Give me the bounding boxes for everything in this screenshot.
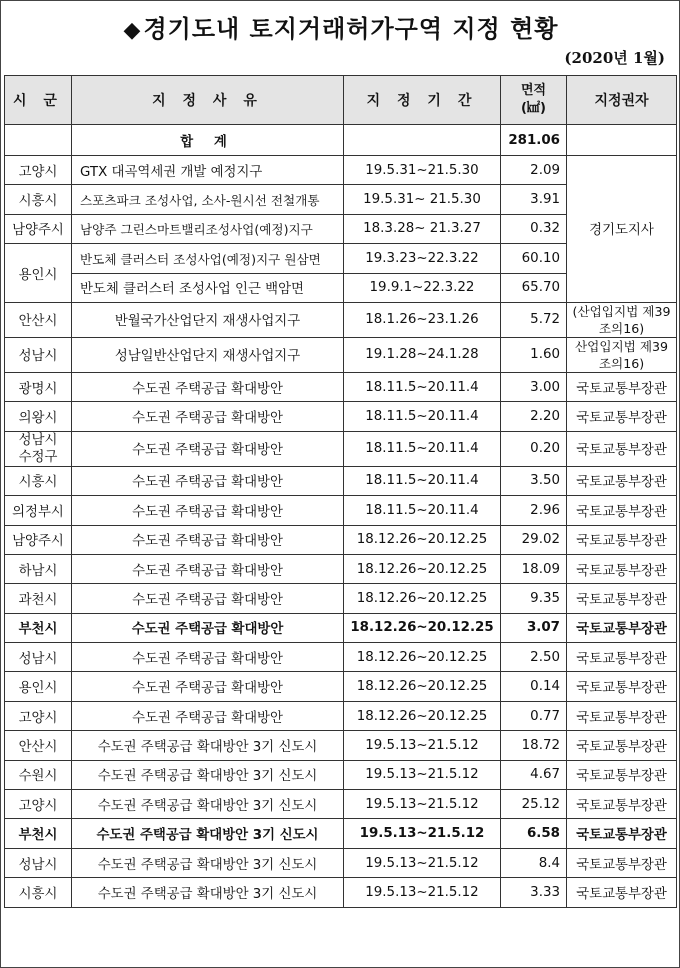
- table-row: [5, 731, 677, 760]
- cell-sigun: 하남시: [5, 554, 72, 583]
- cell-sigun: 의정부시: [5, 496, 72, 525]
- total-label: 합 계: [72, 125, 344, 156]
- header-sigun: 시 군: [5, 76, 72, 125]
- table-row: [5, 790, 677, 819]
- cell-period: 18.12.26~20.12.25: [344, 554, 501, 583]
- cell-sigun: 안산시: [5, 731, 72, 760]
- cell-sigun: 안산시: [5, 302, 72, 337]
- table-header-row: [5, 76, 677, 125]
- cell-reason: 수도권 주택공급 확대방안: [72, 496, 344, 525]
- cell-sigun: 광명시: [5, 372, 72, 401]
- cell-sigun: 시흥시: [5, 466, 72, 495]
- cell-period: 19.5.13~21.5.12: [344, 878, 501, 907]
- header-area: 면적 (㎢): [501, 76, 567, 125]
- cell-period: 19.5.31~21.5.30: [344, 156, 501, 185]
- cell-authority: 국토교통부장관: [567, 466, 677, 495]
- table-body: [5, 125, 677, 908]
- cell-reason: 반도체 클러스터 조성사업(예정)지구 원삼면: [72, 244, 344, 273]
- cell-area: 25.12: [501, 790, 567, 819]
- cell-period: 19.5.31~ 21.5.30: [344, 185, 501, 214]
- cell-reason: 수도권 주택공급 확대방안: [72, 431, 344, 466]
- cell-area: 65.70: [501, 273, 567, 302]
- cell-reason: 수도권 주택공급 확대방안: [72, 584, 344, 613]
- cell-period: 18.11.5~20.11.4: [344, 431, 501, 466]
- table-row: [5, 554, 677, 583]
- document-subtitle: (2020년 1월): [564, 49, 665, 67]
- table-row: [5, 372, 677, 401]
- cell-authority: 산업입지법 제39조의16): [567, 337, 677, 372]
- cell-authority: 국토교통부장관: [567, 672, 677, 701]
- table-row: [5, 672, 677, 701]
- cell-reason: 수도권 주택공급 확대방안: [72, 701, 344, 730]
- cell-period: 18.12.26~20.12.25: [344, 672, 501, 701]
- cell-reason: 반월국가산업단지 재생사업지구: [72, 302, 344, 337]
- cell-reason: 남양주 그린스마트밸리조성사업(예정)지구: [72, 214, 344, 243]
- cell-authority: 국토교통부장관: [567, 790, 677, 819]
- cell-reason: 스포츠파크 조성사업, 소사-원시선 전철개통: [72, 185, 344, 214]
- cell-period: 18.3.28~ 21.3.27: [344, 214, 501, 243]
- table-row: [5, 878, 677, 907]
- cell-area: 29.02: [501, 525, 567, 554]
- cell-reason: 수도권 주택공급 확대방안: [72, 613, 344, 642]
- cell-reason: 수도권 주택공급 확대방안: [72, 554, 344, 583]
- cell-period: 19.1.28~24.1.28: [344, 337, 501, 372]
- cell-reason: 수도권 주택공급 확대방안 3기 신도시: [72, 878, 344, 907]
- cell-sigun: 고양시: [5, 701, 72, 730]
- cell-sigun: 고양시: [5, 790, 72, 819]
- cell-authority: (산업입지법 제39조의16): [567, 302, 677, 337]
- total-row: [5, 125, 677, 156]
- cell-sigun: 성남시: [5, 848, 72, 877]
- cell-authority: 국토교통부장관: [567, 731, 677, 760]
- cell-period: 18.1.26~23.1.26: [344, 302, 501, 337]
- cell-sigun: 성남시: [5, 337, 72, 372]
- cell-sigun: 부천시: [5, 819, 72, 848]
- table-row: [5, 584, 677, 613]
- cell-sigun: 부천시: [5, 613, 72, 642]
- cell-period: 18.12.26~20.12.25: [344, 525, 501, 554]
- cell-sigun: 남양주시: [5, 214, 72, 243]
- cell-period: 19.5.13~21.5.12: [344, 848, 501, 877]
- cell-sigun: 의왕시: [5, 402, 72, 431]
- cell-area: 18.09: [501, 554, 567, 583]
- table-row: [5, 496, 677, 525]
- cell-period: 18.11.5~20.11.4: [344, 372, 501, 401]
- cell-reason: 성남일반산업단지 재생사업지구: [72, 337, 344, 372]
- cell-authority-merged: 경기도지사: [567, 156, 677, 303]
- cell-sigun: 시흥시: [5, 878, 72, 907]
- table-row: [5, 431, 677, 466]
- cell-reason: 수도권 주택공급 확대방안 3기 신도시: [72, 848, 344, 877]
- cell-area: 0.77: [501, 701, 567, 730]
- cell-reason: 수도권 주택공급 확대방안 3기 신도시: [72, 790, 344, 819]
- cell-area: 60.10: [501, 244, 567, 273]
- cell-area: 8.4: [501, 848, 567, 877]
- cell-area: 3.33: [501, 878, 567, 907]
- cell-area: 0.20: [501, 431, 567, 466]
- cell-area: 3.91: [501, 185, 567, 214]
- cell-reason: 수도권 주택공급 확대방안 3기 신도시: [72, 760, 344, 789]
- cell-authority: 국토교통부장관: [567, 431, 677, 466]
- cell-sigun: 시흥시: [5, 185, 72, 214]
- cell-reason: GTX 대곡역세권 개발 예정지구: [72, 156, 344, 185]
- table-row: [5, 701, 677, 730]
- cell-area: 2.50: [501, 643, 567, 672]
- cell-area: 2.09: [501, 156, 567, 185]
- cell-period: 19.5.13~21.5.12: [344, 819, 501, 848]
- cell-authority: 국토교통부장관: [567, 878, 677, 907]
- cell-sigun: 수원시: [5, 760, 72, 789]
- table-row: [5, 848, 677, 877]
- cell-reason: 수도권 주택공급 확대방안: [72, 672, 344, 701]
- total-sigun-empty: [5, 125, 72, 156]
- cell-authority: 국토교통부장관: [567, 848, 677, 877]
- cell-area: 1.60: [501, 337, 567, 372]
- cell-area: 4.67: [501, 760, 567, 789]
- total-area: 281.06: [501, 125, 567, 156]
- table-row: [5, 613, 677, 642]
- cell-authority: 국토교통부장관: [567, 554, 677, 583]
- cell-sigun: 용인시: [5, 244, 72, 303]
- cell-area: 3.07: [501, 613, 567, 642]
- cell-area: 0.32: [501, 214, 567, 243]
- cell-reason: 수도권 주택공급 확대방안: [72, 466, 344, 495]
- cell-sigun: 남양주시: [5, 525, 72, 554]
- cell-period: 18.12.26~20.12.25: [344, 643, 501, 672]
- table-row: [5, 760, 677, 789]
- total-authority-empty: [567, 125, 677, 156]
- table-row: [5, 156, 677, 185]
- cell-reason: 수도권 주택공급 확대방안: [72, 402, 344, 431]
- cell-reason: 수도권 주택공급 확대방안: [72, 525, 344, 554]
- cell-sigun: 과천시: [5, 584, 72, 613]
- cell-authority: 국토교통부장관: [567, 372, 677, 401]
- diamond-bullet-icon: ◆: [123, 18, 142, 43]
- cell-authority: 국토교통부장관: [567, 701, 677, 730]
- cell-authority: 국토교통부장관: [567, 643, 677, 672]
- cell-reason: 반도체 클러스터 조성사업 인근 백암면: [72, 273, 344, 302]
- cell-period: 19.5.13~21.5.12: [344, 731, 501, 760]
- cell-sigun: 성남시: [5, 643, 72, 672]
- table-row: [5, 402, 677, 431]
- cell-area: 3.50: [501, 466, 567, 495]
- header-authority: 지정권자: [567, 76, 677, 125]
- cell-authority: 국토교통부장관: [567, 613, 677, 642]
- cell-authority: 국토교통부장관: [567, 819, 677, 848]
- cell-authority: 국토교통부장관: [567, 584, 677, 613]
- cell-sigun: 성남시 수정구: [5, 431, 72, 466]
- cell-sigun: 고양시: [5, 156, 72, 185]
- table-row: [5, 643, 677, 672]
- cell-area: 3.00: [501, 372, 567, 401]
- cell-reason: 수도권 주택공급 확대방안: [72, 643, 344, 672]
- document-title: [1, 9, 680, 44]
- cell-period: 19.5.13~21.5.12: [344, 790, 501, 819]
- table-row: [5, 337, 677, 372]
- table-row: [5, 819, 677, 848]
- cell-authority: 국토교통부장관: [567, 760, 677, 789]
- cell-period: 18.12.26~20.12.25: [344, 613, 501, 642]
- cell-authority: 국토교통부장관: [567, 496, 677, 525]
- cell-reason: 수도권 주택공급 확대방안 3기 신도시: [72, 819, 344, 848]
- designation-table: [4, 75, 677, 908]
- cell-area: 2.20: [501, 402, 567, 431]
- header-period: 지 정 기 간: [344, 76, 501, 125]
- header-reason: 지 정 사 유: [72, 76, 344, 125]
- cell-period: 18.11.5~20.11.4: [344, 402, 501, 431]
- cell-sigun: 용인시: [5, 672, 72, 701]
- cell-period: 19.9.1~22.3.22: [344, 273, 501, 302]
- cell-area: 6.58: [501, 819, 567, 848]
- cell-area: 9.35: [501, 584, 567, 613]
- cell-area: 5.72: [501, 302, 567, 337]
- cell-reason: 수도권 주택공급 확대방안: [72, 372, 344, 401]
- cell-authority: 국토교통부장관: [567, 402, 677, 431]
- table-row: [5, 302, 677, 337]
- cell-period: 19.5.13~21.5.12: [344, 760, 501, 789]
- cell-area: 0.14: [501, 672, 567, 701]
- title-text: 경기도내 토지거래허가구역 지정 현황: [143, 15, 559, 43]
- table-row: [5, 466, 677, 495]
- cell-period: 18.11.5~20.11.4: [344, 496, 501, 525]
- cell-period: 18.12.26~20.12.25: [344, 701, 501, 730]
- cell-area: 2.96: [501, 496, 567, 525]
- cell-period: 18.11.5~20.11.4: [344, 466, 501, 495]
- cell-period: 19.3.23~22.3.22: [344, 244, 501, 273]
- cell-period: 18.12.26~20.12.25: [344, 584, 501, 613]
- cell-area: 18.72: [501, 731, 567, 760]
- cell-reason: 수도권 주택공급 확대방안 3기 신도시: [72, 731, 344, 760]
- cell-authority: 국토교통부장관: [567, 525, 677, 554]
- table-row: [5, 525, 677, 554]
- total-period-empty: [344, 125, 501, 156]
